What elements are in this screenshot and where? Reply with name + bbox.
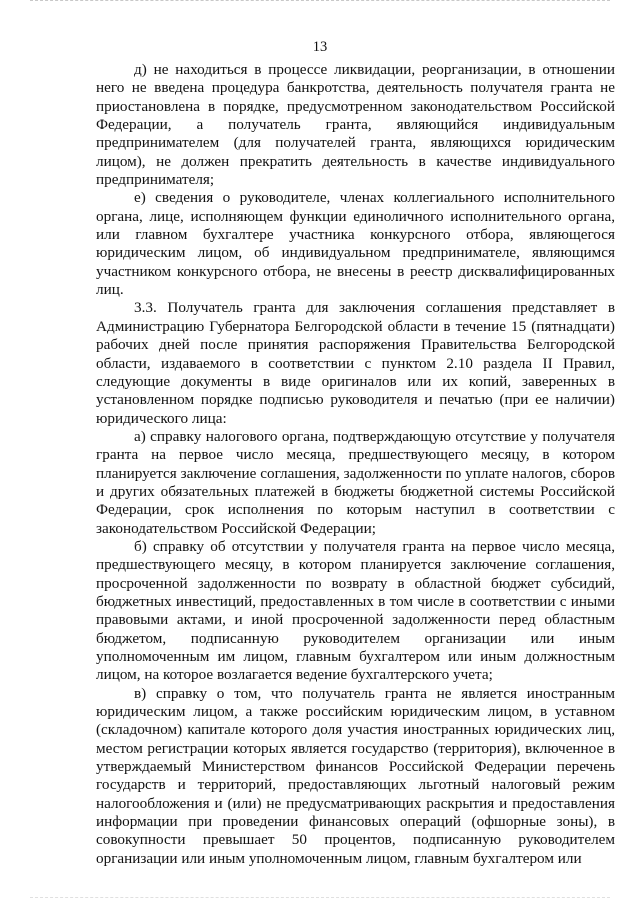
paragraph-d: д) не находиться в процессе ликвидации, реорганизации, в отношении него не введена процедура банкротства, деятельность получателя гранта не приостановлена в порядке, предусмотренном законодательством Российской Федерации, а получатель гранта, являющийся индивидуальным предпринимателем (для получателей гранта, являющихся юридическим лицом), не должен прекратить деятельность в качестве индивидуального предпринимателя;: [96, 61, 615, 189]
body-text: [96, 61, 615, 868]
page-number: 13: [312, 39, 328, 55]
paragraph-e: е) сведения о руководителе, членах коллегиального исполнительного органа, лице, исполняющем функции единоличного исполнительного органа, или главном бухгалтере участника конкурсного отбора, являющегося юридическим лицом, об индивидуальном предпринимателе, являющимся участником конкурсного отбора, не внесены в реестр дисквалифицированных лиц.: [96, 189, 615, 299]
paragraph-a: а) справку налогового органа, подтверждающую отсутствие у получателя гранта на первое число месяца, предшествующего месяцу, в котором планируется заключение соглашения, задолженности по уплате налогов, сборов и других обязательных платежей в бюджеты бюджетной системы Российской Федерации, срок исполнения по которым наступил в соответствии с законодательством Российской Федерации;: [96, 427, 615, 537]
paragraph-b: б) справку об отсутствии у получателя гранта на первое число месяца, предшествующего месяцу, в котором планируется заключение соглашения, просроченной задолженности по возврату в областной бюджет субсидий, бюджетных инвестиций, предоставленных в том числе в соответствии с иными правовыми актами, и иной просроченной задолженности перед областным бюджетом, подписанную руководителем организации или иным уполномоченным им лицом, главным бухгалтером или иным должностным лицом, на которое возлагается ведение бухгалтерского учета;: [96, 537, 615, 684]
bottom-scan-edge: [30, 897, 610, 899]
paragraph-v: в) справку о том, что получатель гранта не является иностранным юридическим лицом, а также российским юридическим лицом, в уставном (складочном) капитале которого доля участия иностранных юридических лиц, местом регистрации которых является государство (территория), включенное в утверждаемый Министерством финансов Российской Федерации перечень государств и территорий, предоставляющих льготный налоговый режим налогообложения и (или) не предусматривающих раскрытия и предоставления информации при проведении финансовых операций (офшорные зоны), в совокупности превышает 50 процентов, подписанную руководителем организации или иным уполномоченным лицом, главным бухгалтером или: [96, 684, 615, 867]
paragraph-3-3: 3.3. Получатель гранта для заключения соглашения представляет в Администрацию Губернатора Белгородской области в течение 15 (пятнадцати) рабочих дней после принятия распоряжения Правительства Белгородской области, издаваемого в соответствии с пунктом 2.10 раздела II Правил, следующие документы в виде оригиналов или их копий, заверенных в установленном порядке подписью руководителя и печатью (при ее наличии) юридического лица:: [96, 299, 615, 427]
top-scan-edge: [30, 0, 610, 3]
